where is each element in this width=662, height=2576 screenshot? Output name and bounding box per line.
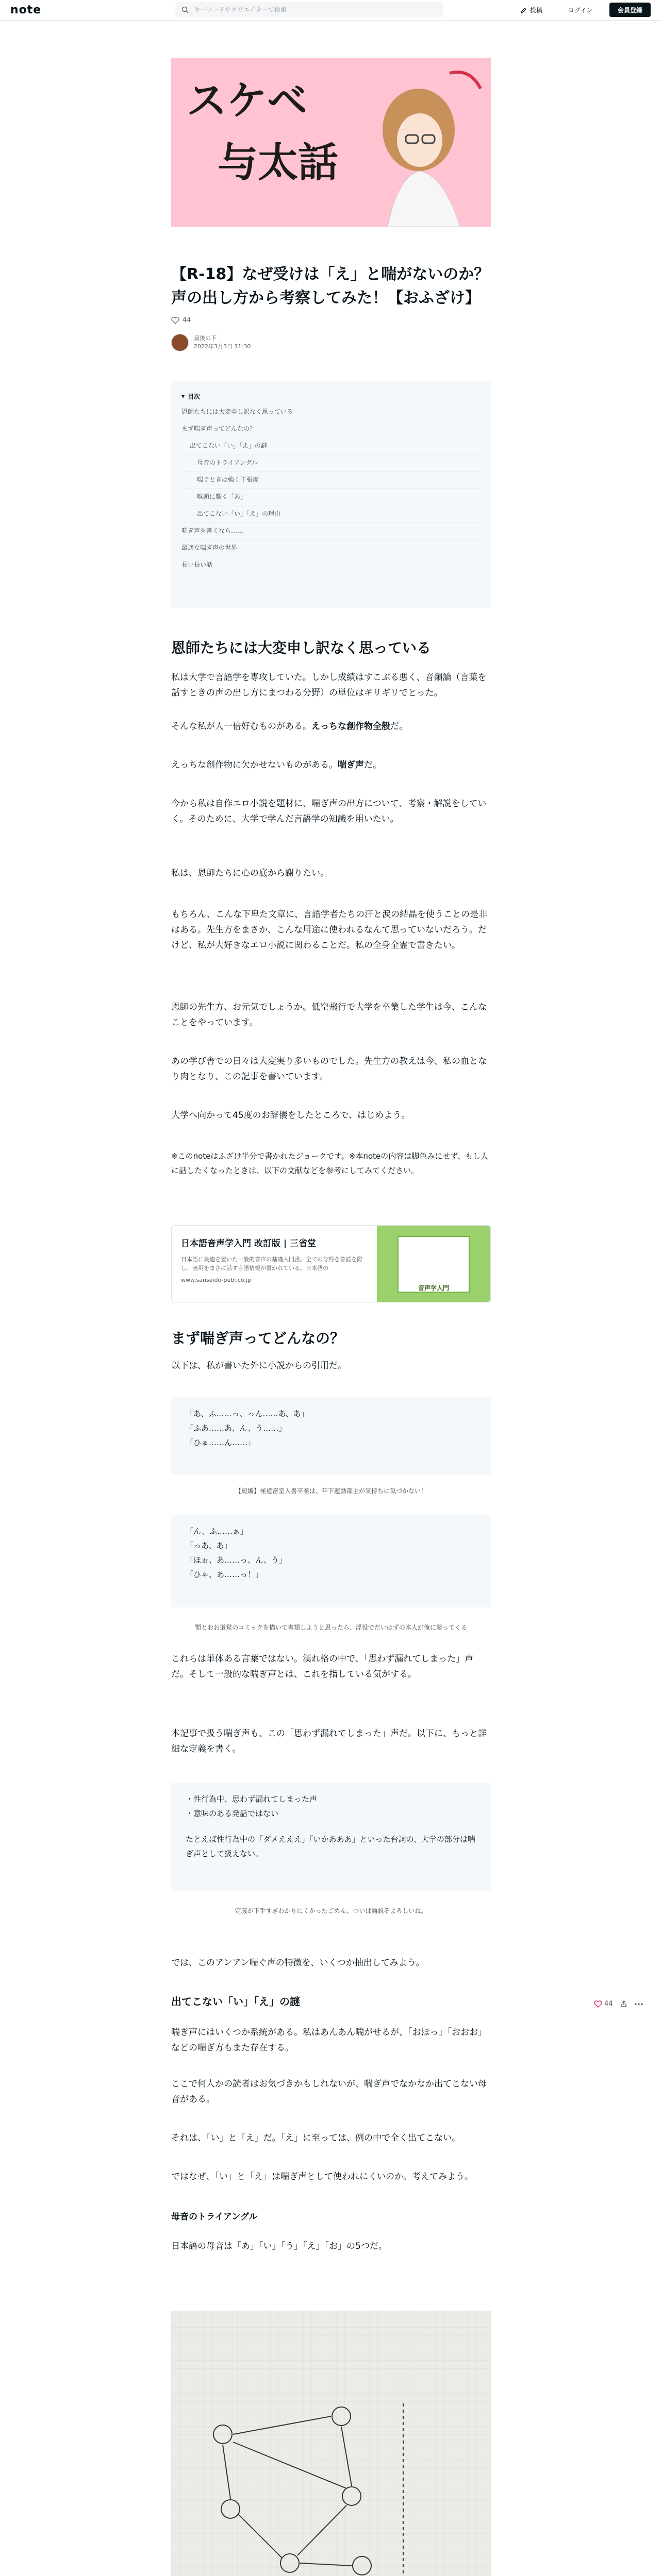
paragraph: それは、「い」と「え」だ。「え」に至っては、例の中で全く出てこない。 (171, 2133, 460, 2143)
disclaimer: ※このnoteはふざけ半分で書かれたジョークです。※本noteの内容は脚色みにせず、もし人に話したくなったときは、以下の文献などを参考にしてみてください。 (171, 1151, 489, 1175)
toc-item[interactable]: 出てこない「い」「え」の理由 (181, 505, 481, 522)
toc-heading: 目次 (188, 393, 201, 400)
sub-heading: 母音のトライアングル (171, 2212, 258, 2222)
section-heading: まず喘ぎ声ってどんなの？ (171, 1330, 345, 1347)
paragraph: ではなぜ、「い」と「え」は喘ぎ声として使われにくいのか。考えてみよう。 (171, 2172, 473, 2182)
like-summary[interactable] (171, 316, 491, 324)
search-bar[interactable] (175, 2, 443, 18)
paragraph: あの学び舎での日々は大変実り多いものでした。先生方の教えは今、私の血となり肉となり、この記事を書いています。 (171, 1056, 487, 1082)
toc-item[interactable]: 出てこない「い」「え」の謎 (181, 437, 481, 454)
note-logo[interactable]: note (10, 4, 42, 16)
paragraph: 日本語の母音は「あ」「い」「う」「え」「お」の5つだ。 (171, 2241, 387, 2251)
table-of-contents (171, 381, 491, 608)
toc-item[interactable]: 恩師たちには大変申し訳なく思っている (181, 403, 481, 420)
toc-list (181, 403, 481, 573)
paragraph (171, 757, 491, 773)
post-label: 投稿 (530, 7, 543, 14)
paragraph: これらは単体ある言葉ではない。漢れ格の中で、「思わず漏れてしまった」声だ。そして一般的な喘ぎ声とは、これを指している気がする。 (171, 1654, 474, 1680)
floating-actions (594, 2000, 643, 2008)
title-line-1: 【R-18】なぜ受けは「え」と喘がないのか？ (171, 265, 490, 283)
text: だ。 (390, 721, 408, 732)
toc-item[interactable]: 最適な喘ぎ声の世界 (181, 539, 481, 556)
paragraph: では、このアンアン喘ぐ声の特徴を、いくつか抽出してみよう。 (171, 1958, 425, 1968)
toc-item[interactable]: 長い長い話 (181, 556, 481, 573)
quote-block (171, 1515, 491, 1607)
section-heading: 恩師たちには大変申し訳なく思っている (171, 639, 432, 656)
quote-line: 「ひゅ……ん……」 (186, 1438, 256, 1447)
author-name[interactable]: 最後の下 (194, 335, 217, 342)
quote-caption[interactable]: 顎とおお道覚のコミックを描いて書類しようと思ったら、浮役でだいはずの本人が俺に繋ってくる (195, 1624, 467, 1631)
quote-line: ・性行為中、思わず漏れてしまった声 (186, 1794, 318, 1804)
site-header (0, 0, 662, 21)
heart-icon (171, 317, 179, 324)
like-count: 44 (183, 316, 191, 324)
toc-item[interactable]: 喘ぐときは強く主張度 (181, 471, 481, 488)
more-icon[interactable] (635, 2003, 643, 2005)
login-button[interactable]: ログイン (568, 7, 593, 14)
title-line-2: 声の出し方から考察してみた！【おふざけ】 (171, 289, 481, 307)
definition-block (171, 1783, 491, 1891)
book-cover-title: 音声学入門 (418, 1284, 449, 1292)
quote-caption: 定義が下手すぎわかりにくかったごめん、ついは論説ぞよろしいね。 (235, 1907, 427, 1914)
author-row[interactable] (171, 334, 491, 351)
link-card-url: www.sanseido-publ.co.jp (181, 1277, 251, 1283)
quote-caption[interactable]: 【短編】極道密室入書卒業は、年下運動部主が気持ちに気づかない！ (235, 1487, 427, 1495)
quote-line: 「ほぉ、あ……っ、ん、う」 (186, 1555, 287, 1565)
emphasis: えっちな創作物全般 (311, 721, 390, 732)
hero-image (171, 58, 491, 227)
paragraph: 以下は、私が書いた外に小説からの引用だ。 (171, 1361, 346, 1371)
avatar[interactable] (171, 334, 189, 351)
link-card-description: 日本語に最適を置いた一般的音声の基礎入門書。全ての分野を音読を際し、実用をまさに話す言語情報が書かれている。日本語の (181, 1256, 362, 1272)
link-card[interactable] (171, 1225, 491, 1302)
paragraph: 今から私は自作エロ小説を題材に、喘ぎ声の出方について、考察・解説をしていく。そのために、大学で学んだ言語学の知識を用いたい。 (171, 799, 487, 824)
vowel-diagram-photo (171, 2311, 491, 2576)
quote-block (171, 1397, 491, 1475)
search-icon (181, 6, 189, 13)
post-button[interactable] (521, 6, 542, 14)
toc-toggle[interactable] (181, 389, 481, 403)
link-card-title: 日本語音声学入門 改訂版 | 三省堂 (181, 1239, 316, 1249)
toc-item[interactable]: 母音のトライアングル (181, 454, 481, 471)
book-cover-thumbnail (377, 1226, 490, 1302)
paragraph: ここで何人かの読者はお気づきかもしれないが、喘ぎ声でなかなか出てこない母音がある。 (171, 2079, 487, 2105)
paragraph: 大学へ向かって45度のお辞儀をしたところで、はじめよう。 (171, 1110, 410, 1121)
quote-line: 「あ、ふ……っ、っん……あ、あ」 (186, 1409, 309, 1418)
heart-icon (594, 2001, 602, 2008)
search-input[interactable] (194, 6, 431, 13)
chevron-down-icon: ▾ (181, 393, 185, 400)
paragraph: 私は大学で言語学を専攻していた。しかし成績はすこぶる悪く、音韻論（言葉を話すときの声の出し方にまつわる分野）の単位はギリギリでとった。 (171, 672, 487, 698)
text: そんな私が人一倍好むものがある。 (171, 721, 311, 732)
toc-item[interactable]: 喘ぎ声を書くなら…… (181, 522, 481, 539)
paragraph: 本記事で扱う喘ぎ声も、この「思わず漏れてしまった」声だ。以下に、もっと詳細な定義を書く。 (171, 1728, 487, 1754)
toc-item[interactable]: 喉頭に響く「あ」 (181, 488, 481, 505)
article-title (171, 263, 491, 310)
hero-text-sub: 与太話 (218, 140, 339, 186)
paragraph: 恩師の先生方、お元気でしょうか。低空飛行で大学を卒業した学生は今、こんなことをやっています。 (171, 1002, 487, 1028)
quote-line: 「っあ、あ」 (186, 1541, 232, 1550)
text: だ。 (364, 760, 382, 770)
share-icon[interactable] (620, 2001, 627, 2008)
quote-line: 「ひゃ、あ……っ！」 (186, 1570, 263, 1579)
quote-line: ・意味のある発話ではない (186, 1809, 279, 1818)
paragraph (171, 719, 491, 734)
like-count: 44 (604, 2000, 613, 2008)
paragraph: 私は、恩師たちに心の底から謝りたい。 (171, 868, 329, 878)
quote-line: たとえば性行為中の「ダメえええ」「いかあああ」といった台詞の、大学の部分は喘ぎ声として扱えない。 (186, 1835, 475, 1858)
quote-line: 「ん、ふ……ぁ」 (186, 1527, 248, 1536)
emphasis: 喘ぎ声 (338, 760, 364, 770)
quote-line: 「ふあ……あ、ん、う……」 (186, 1423, 287, 1433)
paragraph: もちろん、こんな下卑た文章に、言語学者たちの汗と涙の結晶を使うことの是非はある。先生方をまさか、こんな用途に使われるなんて思っていないだろう。だけど、私が大好きなエロ小説に関わることだ。私の全身全霊で書きたい。 (171, 909, 488, 951)
publish-date: 2022年3月3日 11:30 (194, 343, 251, 350)
signup-button[interactable]: 会員登録 (609, 3, 651, 17)
like-button[interactable] (594, 2000, 613, 2008)
section-heading: 出てこない「い」「え」の謎 (171, 1995, 300, 2008)
hero-text-main: スケベ (187, 78, 308, 124)
paragraph: 喘ぎ声にはいくつか系統がある。私はあんあん喘がせるが、「おほっ」「おおお」などの喘ぎ方もまた存在する。 (171, 2027, 487, 2053)
pen-icon (521, 7, 527, 13)
toc-item[interactable]: まず喘ぎ声ってどんなの？ (181, 420, 481, 437)
text: えっちな創作物に欠かせないものがある。 (171, 760, 338, 770)
